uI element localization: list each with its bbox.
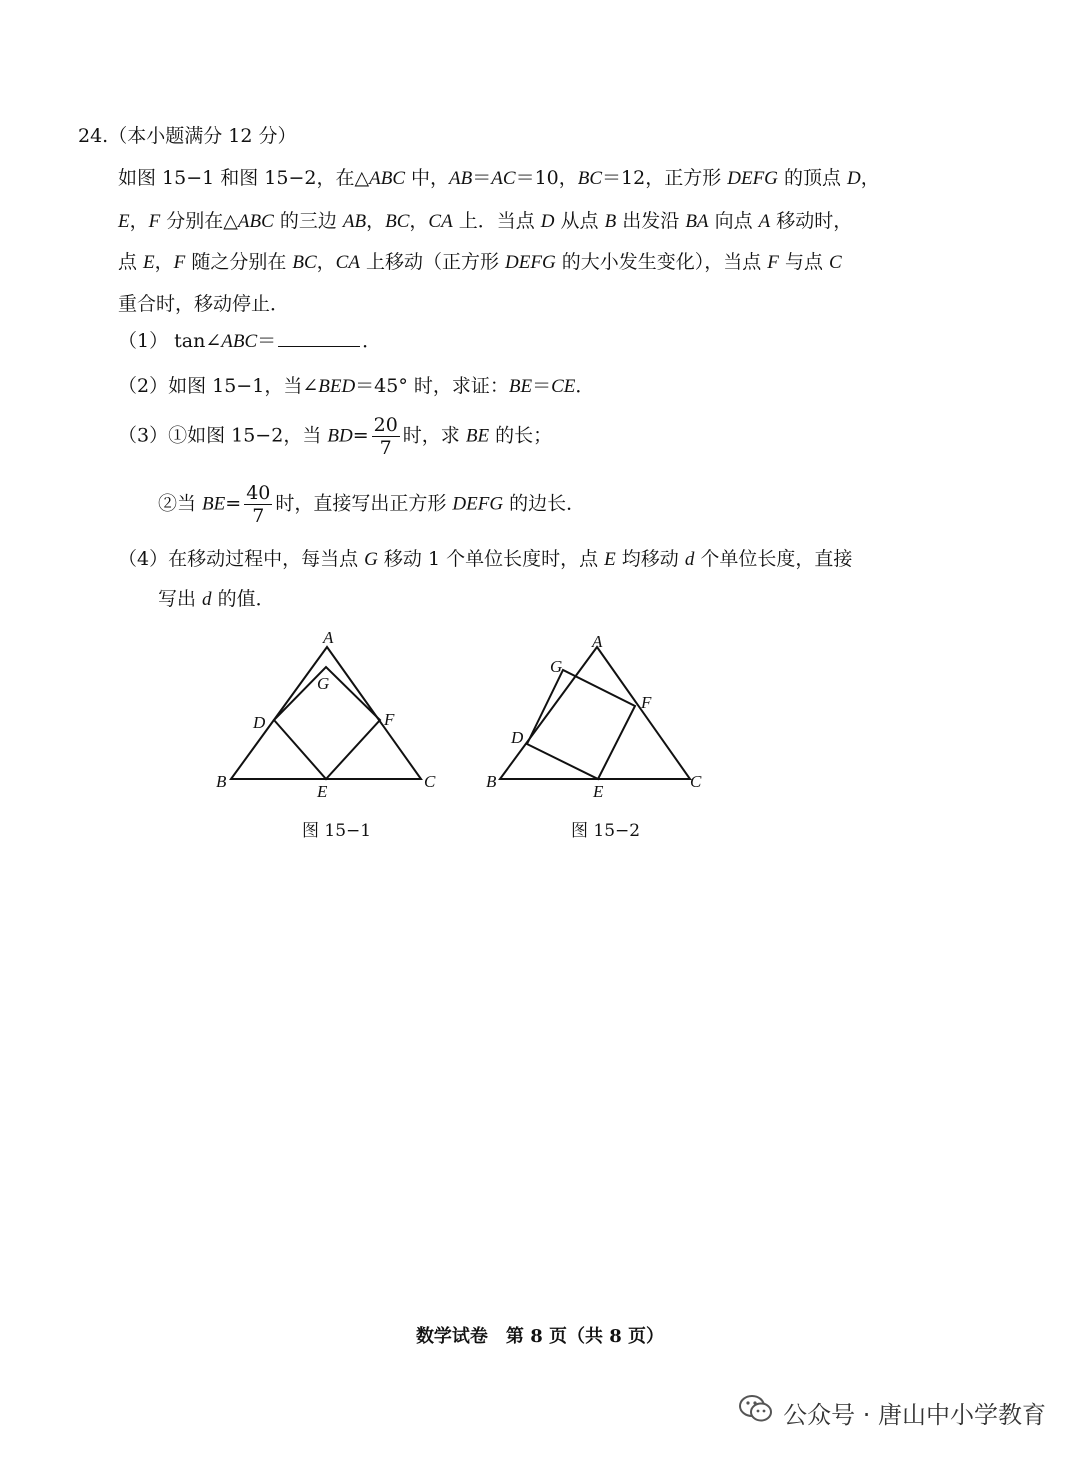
- label-d: D: [253, 713, 266, 732]
- text: 时，直接写出正方形: [275, 492, 453, 515]
- text: ，: [860, 167, 880, 189]
- text: ＝45° 时，求证：: [355, 375, 509, 397]
- text: 的顶点: [777, 167, 847, 189]
- question-number: 24.: [78, 125, 109, 147]
- part-4-cont: [158, 585, 275, 614]
- watermark: [739, 1394, 1046, 1430]
- fraction: [244, 482, 272, 527]
- text: 写出: [158, 588, 203, 610]
- text: ，: [154, 251, 174, 273]
- math: BE: [508, 376, 533, 397]
- figure-15-2-caption: 图 15−2: [571, 821, 641, 841]
- math: ABC: [221, 331, 258, 352]
- label-e: E: [593, 782, 604, 800]
- text: 的长；: [489, 424, 553, 447]
- math: C: [829, 252, 842, 273]
- fraction-numerator: 40: [246, 482, 271, 504]
- label-g: G: [550, 657, 563, 676]
- text: 与点: [778, 251, 829, 273]
- text: =: [352, 424, 369, 447]
- label-a: A: [323, 630, 334, 647]
- label-f: F: [641, 693, 652, 712]
- fraction: [372, 414, 400, 459]
- math: BED: [318, 376, 356, 397]
- text: 均移动: [615, 548, 685, 570]
- figure-15-1-caption: 图 15−1: [302, 821, 372, 841]
- math: DEFG: [727, 168, 778, 189]
- label-e: E: [317, 782, 328, 800]
- math: BA: [685, 211, 709, 232]
- text: 出发沿: [616, 210, 686, 232]
- math: ABC: [369, 168, 405, 189]
- text: 的三边: [273, 210, 343, 232]
- label-b: B: [486, 772, 497, 791]
- math: BC: [385, 211, 410, 232]
- text: ，: [129, 210, 149, 232]
- label-f: F: [384, 710, 395, 729]
- text: ＝: [257, 330, 277, 352]
- label-d: D: [511, 728, 524, 747]
- math: B: [604, 211, 617, 232]
- text: ＝: [472, 167, 492, 189]
- text: 重合时，移动停止．: [118, 293, 290, 315]
- math: E: [143, 252, 155, 273]
- text: 随之分别在: [185, 251, 293, 273]
- text: 如图 15−1 和图 15−2，在△: [118, 167, 370, 189]
- intro-line-4: [118, 290, 289, 318]
- figure-15-1: [210, 630, 450, 800]
- text: 移动时，: [770, 210, 853, 232]
- watermark-text: 公众号 · 唐山中小学教育: [783, 1400, 1046, 1429]
- question-header: [78, 122, 296, 150]
- square-defg: [527, 670, 635, 779]
- math: F: [148, 211, 161, 232]
- math: ABC: [237, 211, 274, 232]
- fraction-denominator: 7: [379, 437, 392, 459]
- intro-line-1: [118, 164, 880, 193]
- math: D: [847, 168, 861, 189]
- text: ，: [409, 210, 429, 232]
- math: CE: [551, 376, 576, 397]
- text: 个单位长度，直接: [694, 548, 853, 570]
- part-1: [118, 327, 381, 356]
- math: G: [364, 549, 378, 570]
- text: ．: [575, 375, 595, 397]
- math: CA: [428, 211, 453, 232]
- math: BE: [202, 493, 226, 515]
- figure-15-2: [480, 630, 720, 800]
- math: BC: [577, 168, 603, 189]
- figure-15-1-svg: [210, 630, 450, 800]
- text: ②当: [158, 492, 203, 515]
- math: BC: [292, 252, 317, 273]
- fraction-denominator: 7: [252, 505, 265, 527]
- score-note: （本小题满分 12 分）: [108, 125, 297, 147]
- math: AC: [491, 168, 516, 189]
- math: d: [202, 589, 212, 610]
- part-2: [118, 372, 594, 401]
- text: 的边长．: [503, 492, 586, 515]
- fraction-numerator: 20: [373, 414, 398, 436]
- text: ＝12，正方形: [602, 167, 728, 189]
- text: ，: [316, 251, 336, 273]
- text: （2）如图 15−1，当∠: [118, 375, 319, 397]
- text: 移动 1 个单位长度时，点: [377, 548, 605, 570]
- math: D: [540, 211, 555, 232]
- math: F: [173, 252, 186, 273]
- text: （4）在移动过程中，每当点: [118, 548, 365, 570]
- label-g: G: [317, 674, 330, 693]
- text: 分别在△: [160, 210, 238, 232]
- part-4: [118, 545, 852, 574]
- math: DEFG: [505, 252, 556, 273]
- text: 向点: [708, 210, 759, 232]
- part-3-2: [158, 482, 585, 527]
- math: F: [767, 252, 779, 273]
- math: E: [604, 549, 616, 570]
- text: 点: [118, 251, 144, 273]
- math: AB: [449, 168, 473, 189]
- intro-line-2: [118, 207, 852, 236]
- part-3-1: [118, 414, 552, 459]
- text: 的值．: [211, 588, 275, 610]
- label-a: A: [592, 632, 603, 651]
- wechat-icon: [739, 1394, 773, 1430]
- label-c: C: [690, 772, 702, 791]
- math: AB: [342, 211, 367, 232]
- text: 时，求: [402, 424, 466, 447]
- math: BD: [327, 425, 353, 447]
- text: 上．当点: [452, 210, 541, 232]
- math: d: [684, 549, 695, 570]
- text: ，: [366, 210, 386, 232]
- answer-blank: [278, 328, 360, 347]
- text: ＝: [532, 375, 552, 397]
- figure-15-2-svg: [480, 630, 720, 800]
- text: ．: [362, 330, 382, 352]
- text: =: [225, 492, 242, 515]
- text: 上移动（正方形: [359, 251, 506, 273]
- text: 的大小发生变化），当点: [555, 251, 768, 273]
- math: E: [118, 211, 130, 232]
- text: ＝10，: [515, 167, 578, 189]
- math: BE: [465, 425, 490, 447]
- text: （3）①如图 15−2，当: [118, 424, 328, 447]
- label-c: C: [424, 772, 436, 791]
- text: 从点: [554, 210, 605, 232]
- label-b: B: [216, 772, 227, 791]
- text: 中，: [405, 167, 450, 189]
- text: （1） tan∠: [118, 330, 222, 352]
- math: A: [758, 211, 771, 232]
- intro-line-3: [118, 248, 842, 277]
- triangle-abc: [500, 647, 690, 779]
- math: DEFG: [452, 493, 504, 515]
- math: CA: [335, 252, 360, 273]
- page-footer: 数学试卷 第 8 页（共 8 页）: [415, 1326, 665, 1347]
